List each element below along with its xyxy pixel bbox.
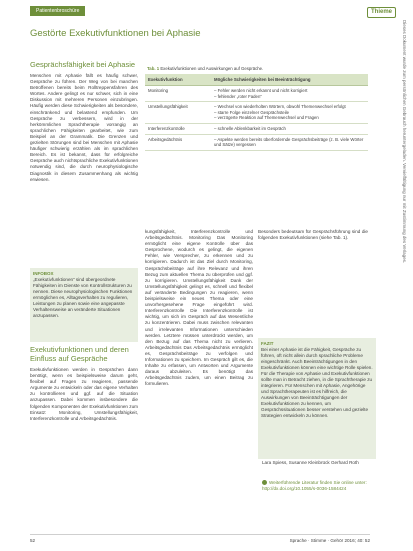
- journal-reference: Sprache · Stimme · Gehör 2016; 40: 52: [289, 538, 370, 543]
- infobox-text: „Exekutivfunktionen“ sind übergeordnete Fähigkeiten im Dienste von Kontrollstrukturen zu nennen. Diese neurophysiologischen Funktionen ermöglichen es, Alltagsverhalten zu regulieren, Leistungen zu planen sowie eine angepasste Verhaltensweise an veränderte Situationen anzupassen.: [33, 277, 133, 318]
- body-paragraph: Exekutivfunktionen werden in Gesprächen dann benötigt, wenn es beispielsweise darum geht, flexibel auf Fragen zu reagieren, passende Argumente zu entwickeln oder das eigene Verhalten zu kontrollieren und ggf. auf die Situation anzupassen. Dabei kommen insbesondere die folgenden Komponenten der Exekutivfunktionen zum Einsatz: Monitoring, Umstellungsfähigkeit, Interferenzkontrolle und Arbeitsgedächtnis.: [30, 367, 138, 421]
- table-caption: [147, 66, 368, 71]
- fazit-box: [258, 338, 376, 459]
- column-3: [258, 229, 368, 241]
- table-cell: – Wechsel von wiederholten Wörtern, obwohl Themenwechsel erfolgt – starre Folge einzelner Gesprächsteile – verzögerte Reaktion auf Themenwechsel und Fragen: [211, 102, 368, 124]
- infobox: [30, 268, 138, 342]
- article-title: Gestörte Exekutivfunktionen bei Aphasie: [30, 28, 201, 39]
- column-2: [145, 229, 253, 387]
- table-header-cell: Exekutivfunktion: [145, 74, 211, 86]
- authors: Lara Spiess, Susanne Kleinbrück Gerhard Roth: [262, 460, 359, 465]
- web-reference-label: Weiterführende Literatur finden Sie online unter:: [269, 480, 367, 485]
- infobox-title: INFOBOX: [33, 271, 54, 276]
- table-number: Tab. 1: [147, 66, 160, 71]
- table-row: [145, 86, 368, 102]
- footer-divider: [30, 534, 370, 535]
- copyright-notice: Dieses Dokument wurde zum persönlichen Gebrauch heruntergeladen. Vervielfältigung nur mit Zustimmung des Verlages.: [402, 20, 407, 264]
- web-reference-link[interactable]: http://dx.doi.org/10.1055/s-0036-1584424: [262, 486, 347, 492]
- column-1: [30, 60, 138, 183]
- fazit-text: Bei einer Aphasie ist die Fähigkeit, Gespräche zu führen, oft nicht allein durch sprachliche Probleme eingeschränkt. Auch Beeinträchtigungen in den Exekutivfunktionen können eine wichtige Rolle spielen. Für die Therapie von Aphasie und Exekutivfunktionen sollte man in Betracht ziehen, in die Sprachtherapie zu integrieren. Für Menschen mit Aphasie, Angehörige und Sprachtherapeuten ist es hilfreich, die Auswirkungen von Beeinträchtigungen der Exekutivfunktionen zu kennen, um Gesprächssituationen besser verstehen und gezielte Strategien entwickeln zu können.: [261, 347, 373, 418]
- web-reference: [262, 480, 372, 492]
- publisher-logo: Thieme: [367, 7, 396, 18]
- table-header-cell: Mögliche Schwierigkeiten bei Beeinträchtigung: [211, 74, 368, 86]
- table-row: [145, 123, 368, 134]
- table-row: [145, 134, 368, 150]
- body-paragraph: kungsfähigkeit, Interferenzkontrolle und Arbeitsgedächtnis. Monitoring Das Monitoring ermöglicht eine eigene Kontrolle über das Gesprochene, wodurch es gelingt, die eigenen Fehler, wie Versprecher, zu erkennen und zu korrigieren. Dadurch ist das Ziel durch Monitoring, Gesprächsbeiträge auf ihre Relevanz und ihren Bezug zum aktuellen Thema zu überprüfen und ggf. zu korrigieren. Umstellungsfähigkeit Dank der Umstellungsfähigkeit gelingt es, schnell und flexibel auf veränderte Bedingungen zu reagieren, wenn beispielsweise ein neues Thema oder eine unvorhergesehene Frage eingeführt wird. Interferenzkontrolle Die Interferenzkontrolle ist wichtig, um sich im Gespräch auf das Wesentliche zu konzentrieren. Dabei muss zwischen relevanten und irrelevanten Informationen unterschieden werden. Letztere müssen unterdrückt werden, um den Bezug auf das Thema nicht zu verlieren. Arbeitsgedächtnis Das Arbeitsgedächtnis ermöglicht es, Gesprächsbeiträge zu verfolgen und Informationen zu speichern. Im Gespräch gilt es, die Inhalte zu erfassen, um Antworten und Argumente daraus abzuleiten. Es benötigt das Arbeitsgedächtnis zudem, um einen Beitrag zu formulieren.: [145, 229, 253, 387]
- table-cell: – schnelle Ablenkbarkeit im Gespräch: [211, 123, 368, 134]
- table-cell: Arbeitsgedächtnis: [145, 134, 211, 150]
- web-link-icon: [262, 480, 267, 485]
- page-footer: [30, 538, 370, 546]
- column-1-lower: [30, 345, 138, 422]
- body-paragraph: Menschen mit Aphasie fällt es häufig schwer, Gespräche zu führen. Der Weg von bei manchen Betroffenen bereits beim Rolltreppensfahren des Wortes. Andere gelingt es nur schwer, sich in eine Diskussion mit mehreren Personen einzubringen. Häufig werden diese Schwierigkeiten als besondere, einschränkend und belastend empfunden. Um Gespräche zu verbessern, wird in der herkömmlichen Sprachtherapie vorrangig an sprachlichen Fähigkeiten gearbeitet, wie zum Beispiel an der Grammatik. Die Grenzen und gezielten Störungen sind bei Menschen mit Aphasie häufiger schwierig erzählen als im sprachlichen Bereich. Es ist bekannt, dass für erfolgreiche Gespräche auch nichtsprachliche Exekutivfunktionen notwendig sind, die durch neurophysiologische Diagnostik in diesem Zusammenhang als wichtig erwiesen.: [30, 73, 138, 182]
- table-caption-text: Exekutivfunktionen und Auswirkungen auf Gespräche.: [160, 66, 264, 71]
- section-heading: Exekutivfunktionen und deren Einfluss auf Gespräche: [30, 345, 129, 363]
- page-number: 52: [30, 538, 36, 543]
- fazit-title: FAZIT: [261, 341, 274, 346]
- exekutiv-table: [145, 74, 368, 151]
- table-container: [145, 66, 368, 188]
- table-cell: Umstellungsfähigkeit: [145, 102, 211, 124]
- table-cell: – Fehler werden nicht erkannt und nicht korrigiert – fehlender „roter Faden“: [211, 86, 368, 102]
- page-header: [30, 6, 396, 18]
- table-cell: Interferenzkontrolle: [145, 123, 211, 134]
- table-cell: Monitoring: [145, 86, 211, 102]
- table-row: [145, 102, 368, 124]
- table-cell: – Aspekte werden bereits überfordernde Gesprächsbeiträge (z. B. viele Wörter und Sätze) vergessen: [211, 134, 368, 150]
- table-header-row: [145, 74, 368, 86]
- side-notice: [401, 20, 409, 545]
- section-heading: Gesprächsfähigkeit bei Aphasie: [30, 60, 136, 69]
- body-paragraph: Besonders bedeutsam für Gesprächsführung sind die folgenden Exekutivfunktionen (siehe Tab. 1).: [258, 229, 368, 241]
- section-tag: Patientenbroschüre: [30, 6, 85, 16]
